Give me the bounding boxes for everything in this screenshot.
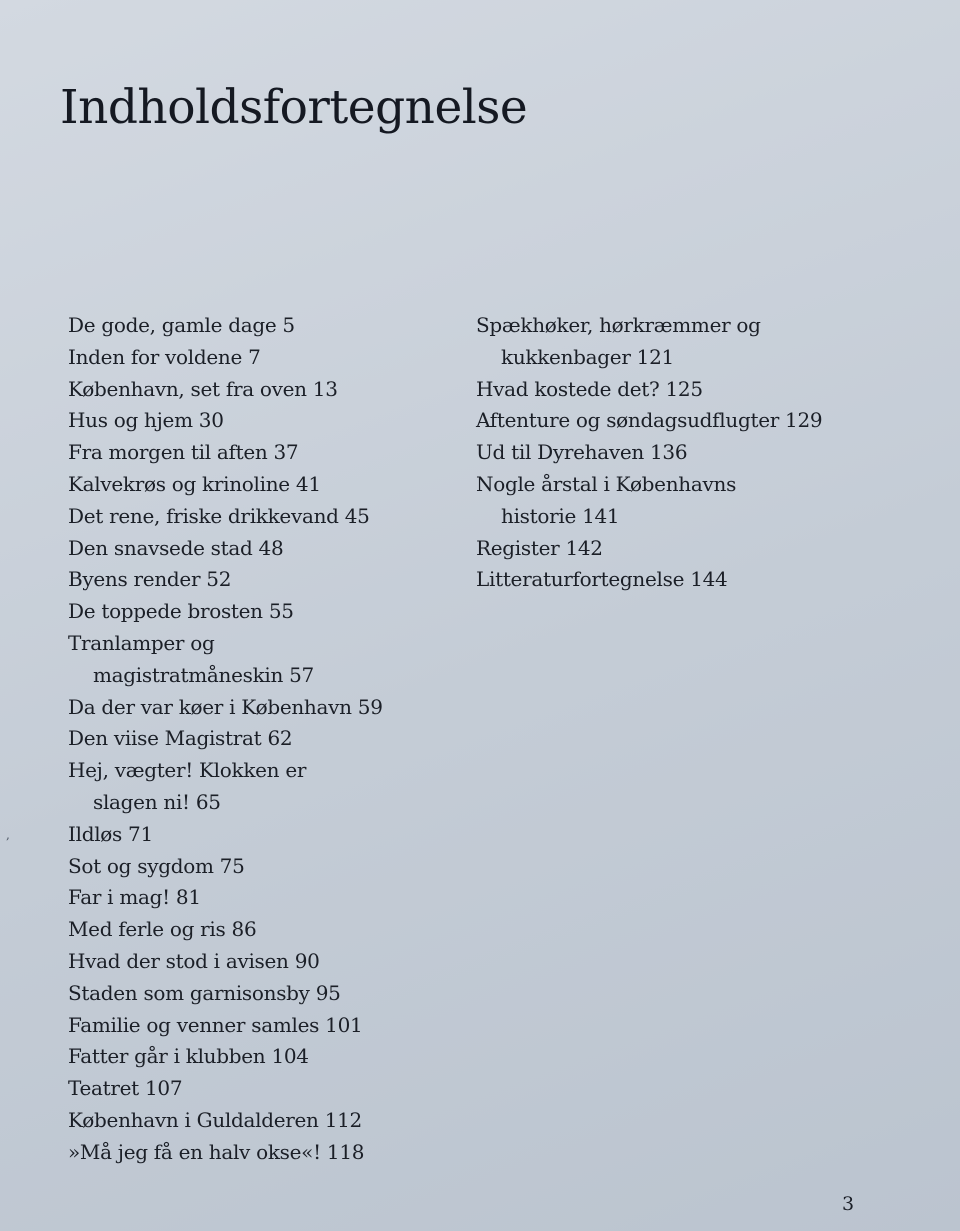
toc-entry: [68, 978, 468, 1010]
toc-entry: [68, 596, 468, 628]
toc-entry-text: Tranlamper og: [68, 630, 215, 655]
toc-entry-text: Familie og venner samles 101: [68, 1012, 363, 1037]
toc-entry-text: Byens render 52: [68, 567, 232, 592]
stray-mark: ,: [6, 828, 10, 842]
toc-entry: [476, 374, 896, 406]
toc-entry-text: De toppede brosten 55: [68, 599, 294, 624]
toc-entry-text: Inden for voldene 7: [68, 344, 261, 369]
toc-entry: [476, 564, 896, 596]
toc-entry-text: Kalvekrøs og krinoline 41: [68, 471, 321, 496]
toc-entry: [476, 405, 896, 437]
toc-entry-text: Aftenture og søndagsudflugter 129: [476, 408, 823, 433]
toc-entry: [68, 310, 468, 342]
toc-entry-text: Far i mag! 81: [68, 885, 201, 910]
toc-entry: [68, 1041, 468, 1073]
toc-entry-text: Hej, vægter! Klokken er: [68, 758, 307, 783]
toc-entry-text: Fatter går i klubben 104: [68, 1044, 309, 1069]
toc-entry-continuation: slagen ni! 65: [93, 789, 221, 814]
toc-entry-text: De gode, gamle dage 5: [68, 313, 295, 337]
toc-entry-text: Den viise Magistrat 62: [68, 726, 293, 751]
toc-entry-text: Hvad der stod i avisen 90: [68, 948, 320, 973]
toc-entry: [68, 437, 468, 469]
toc-entry: [476, 437, 896, 469]
toc-entry: [476, 469, 896, 533]
page-title: Indholdsfortegnelse: [60, 80, 528, 135]
toc-entry-text: Ud til Dyrehaven 136: [476, 440, 688, 465]
toc-entry-text: Teatret 107: [68, 1076, 183, 1101]
toc-entry: [68, 1073, 468, 1105]
toc-entry: [68, 946, 468, 978]
toc-entry: [68, 374, 468, 406]
toc-entry: [68, 342, 468, 374]
toc-entry-continuation: kukkenbager 121: [501, 344, 674, 369]
toc-left-column: [68, 310, 468, 1169]
toc-entry: [68, 851, 468, 883]
toc-entry: [68, 914, 468, 946]
toc-entry: [476, 533, 896, 565]
toc-entry-text: Nogle årstal i Københavns: [476, 471, 737, 496]
toc-right-column: [476, 310, 896, 596]
toc-entry-text: København, set fra oven 13: [68, 376, 338, 401]
toc-entry: [68, 469, 468, 501]
toc-entry: [68, 819, 468, 851]
toc-entry: [68, 628, 468, 692]
toc-entry-text: Register 142: [476, 535, 603, 560]
toc-entry: [68, 692, 468, 724]
toc-entry: [68, 501, 468, 533]
toc-entry-text: Fra morgen til aften 37: [68, 440, 299, 465]
toc-entry-text: Ildløs 71: [68, 821, 153, 846]
toc-entry: [68, 533, 468, 565]
toc-entry-text: Sot og sygdom 75: [68, 853, 245, 878]
toc-entry-continuation: magistratmåneskin 57: [93, 662, 314, 687]
toc-entry-continuation: historie 141: [501, 503, 620, 528]
toc-entry-text: Staden som garnisonsby 95: [68, 980, 341, 1005]
toc-entry: [476, 310, 896, 374]
toc-entry: [68, 564, 468, 596]
toc-entry-text: »Må jeg få en halv okse«! 118: [68, 1139, 365, 1164]
toc-entry: [68, 1105, 468, 1137]
toc-entry: [68, 755, 468, 819]
toc-entry: [68, 882, 468, 914]
toc-entry: [68, 723, 468, 755]
toc-entry-text: København i Guldalderen 112: [68, 1107, 362, 1132]
toc-entry-text: Da der var køer i København 59: [68, 694, 383, 719]
toc-entry: [68, 1137, 468, 1169]
toc-entry-text: Den snavsede stad 48: [68, 535, 284, 560]
toc-entry-text: Hus og hjem 30: [68, 408, 224, 433]
toc-entry: [68, 1010, 468, 1042]
toc-entry-text: Spækhøker, hørkræmmer og: [476, 313, 761, 337]
toc-entry-text: Litteraturfortegnelse 144: [476, 567, 728, 592]
toc-entry-text: Det rene, friske drikkevand 45: [68, 503, 370, 528]
toc-entry: [68, 405, 468, 437]
toc-entry-text: Med ferle og ris 86: [68, 917, 257, 942]
page-number: 3: [842, 1193, 855, 1215]
toc-entry-text: Hvad kostede det? 125: [476, 376, 703, 401]
